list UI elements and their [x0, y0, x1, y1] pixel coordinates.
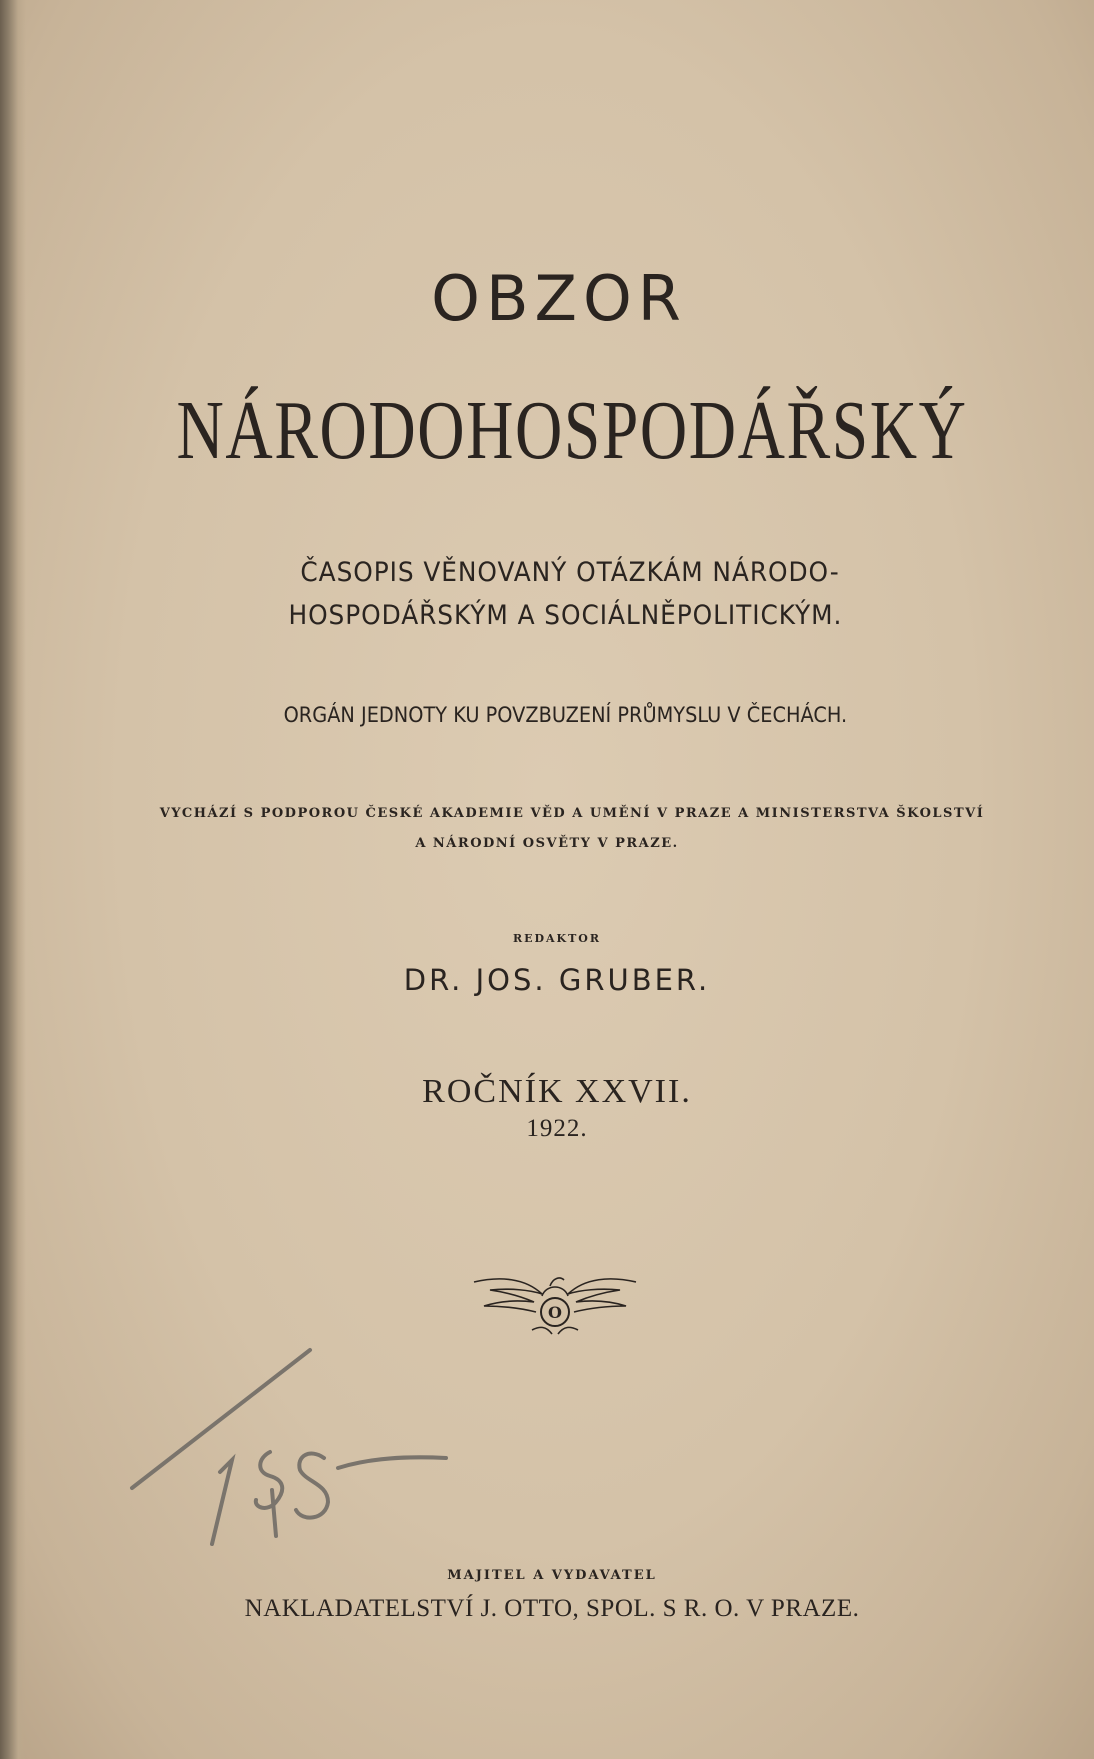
editor-name: DR. JOS. GRUBER.: [403, 963, 711, 997]
publication-year: 1922.: [526, 1115, 588, 1142]
subtitle-line2: HOSPODÁŘSKÝM A SOCIÁLNĚPOLITICKÝM.: [288, 600, 843, 631]
publisher-name: NAKLADATELSTVÍ J. OTTO, SPOL. S R. O. V PRAZE.: [244, 1595, 860, 1622]
editor-label: REDAKTOR: [512, 932, 602, 945]
subtitle-line1: ČASOPIS VĚNOVANÝ OTÁZKÁM NÁRODO-: [300, 557, 840, 588]
organ-statement: ORGÁN JEDNOTY KU POVZBUZENÍ PRŮMYSLU V ČECHÁCH.: [283, 703, 848, 727]
journal-title-line2: NÁRODOHOSPODÁŘSKÝ: [176, 384, 968, 477]
volume-number: ROČNÍK XXVII.: [422, 1073, 692, 1110]
publisher-eagle-emblem-icon: [470, 1268, 640, 1340]
svg-text:O: O: [548, 1303, 562, 1322]
handwritten-pencil-note: [120, 1340, 450, 1550]
support-statement-line1: VYCHÁZÍ S PODPOROU ČESKÉ AKADEMIE VĚD A UMĚNÍ V PRAZE A MINISTERSTVA ŠKOLSTVÍ: [159, 806, 985, 821]
support-statement-line2: A NÁRODNÍ OSVĚTY V PRAZE.: [415, 836, 679, 851]
publisher-label: MAJITEL A VYDAVATEL: [447, 1568, 657, 1583]
handwritten-note-text: 185: [120, 1340, 122, 1341]
journal-title-line1: OBZOR: [431, 262, 687, 335]
